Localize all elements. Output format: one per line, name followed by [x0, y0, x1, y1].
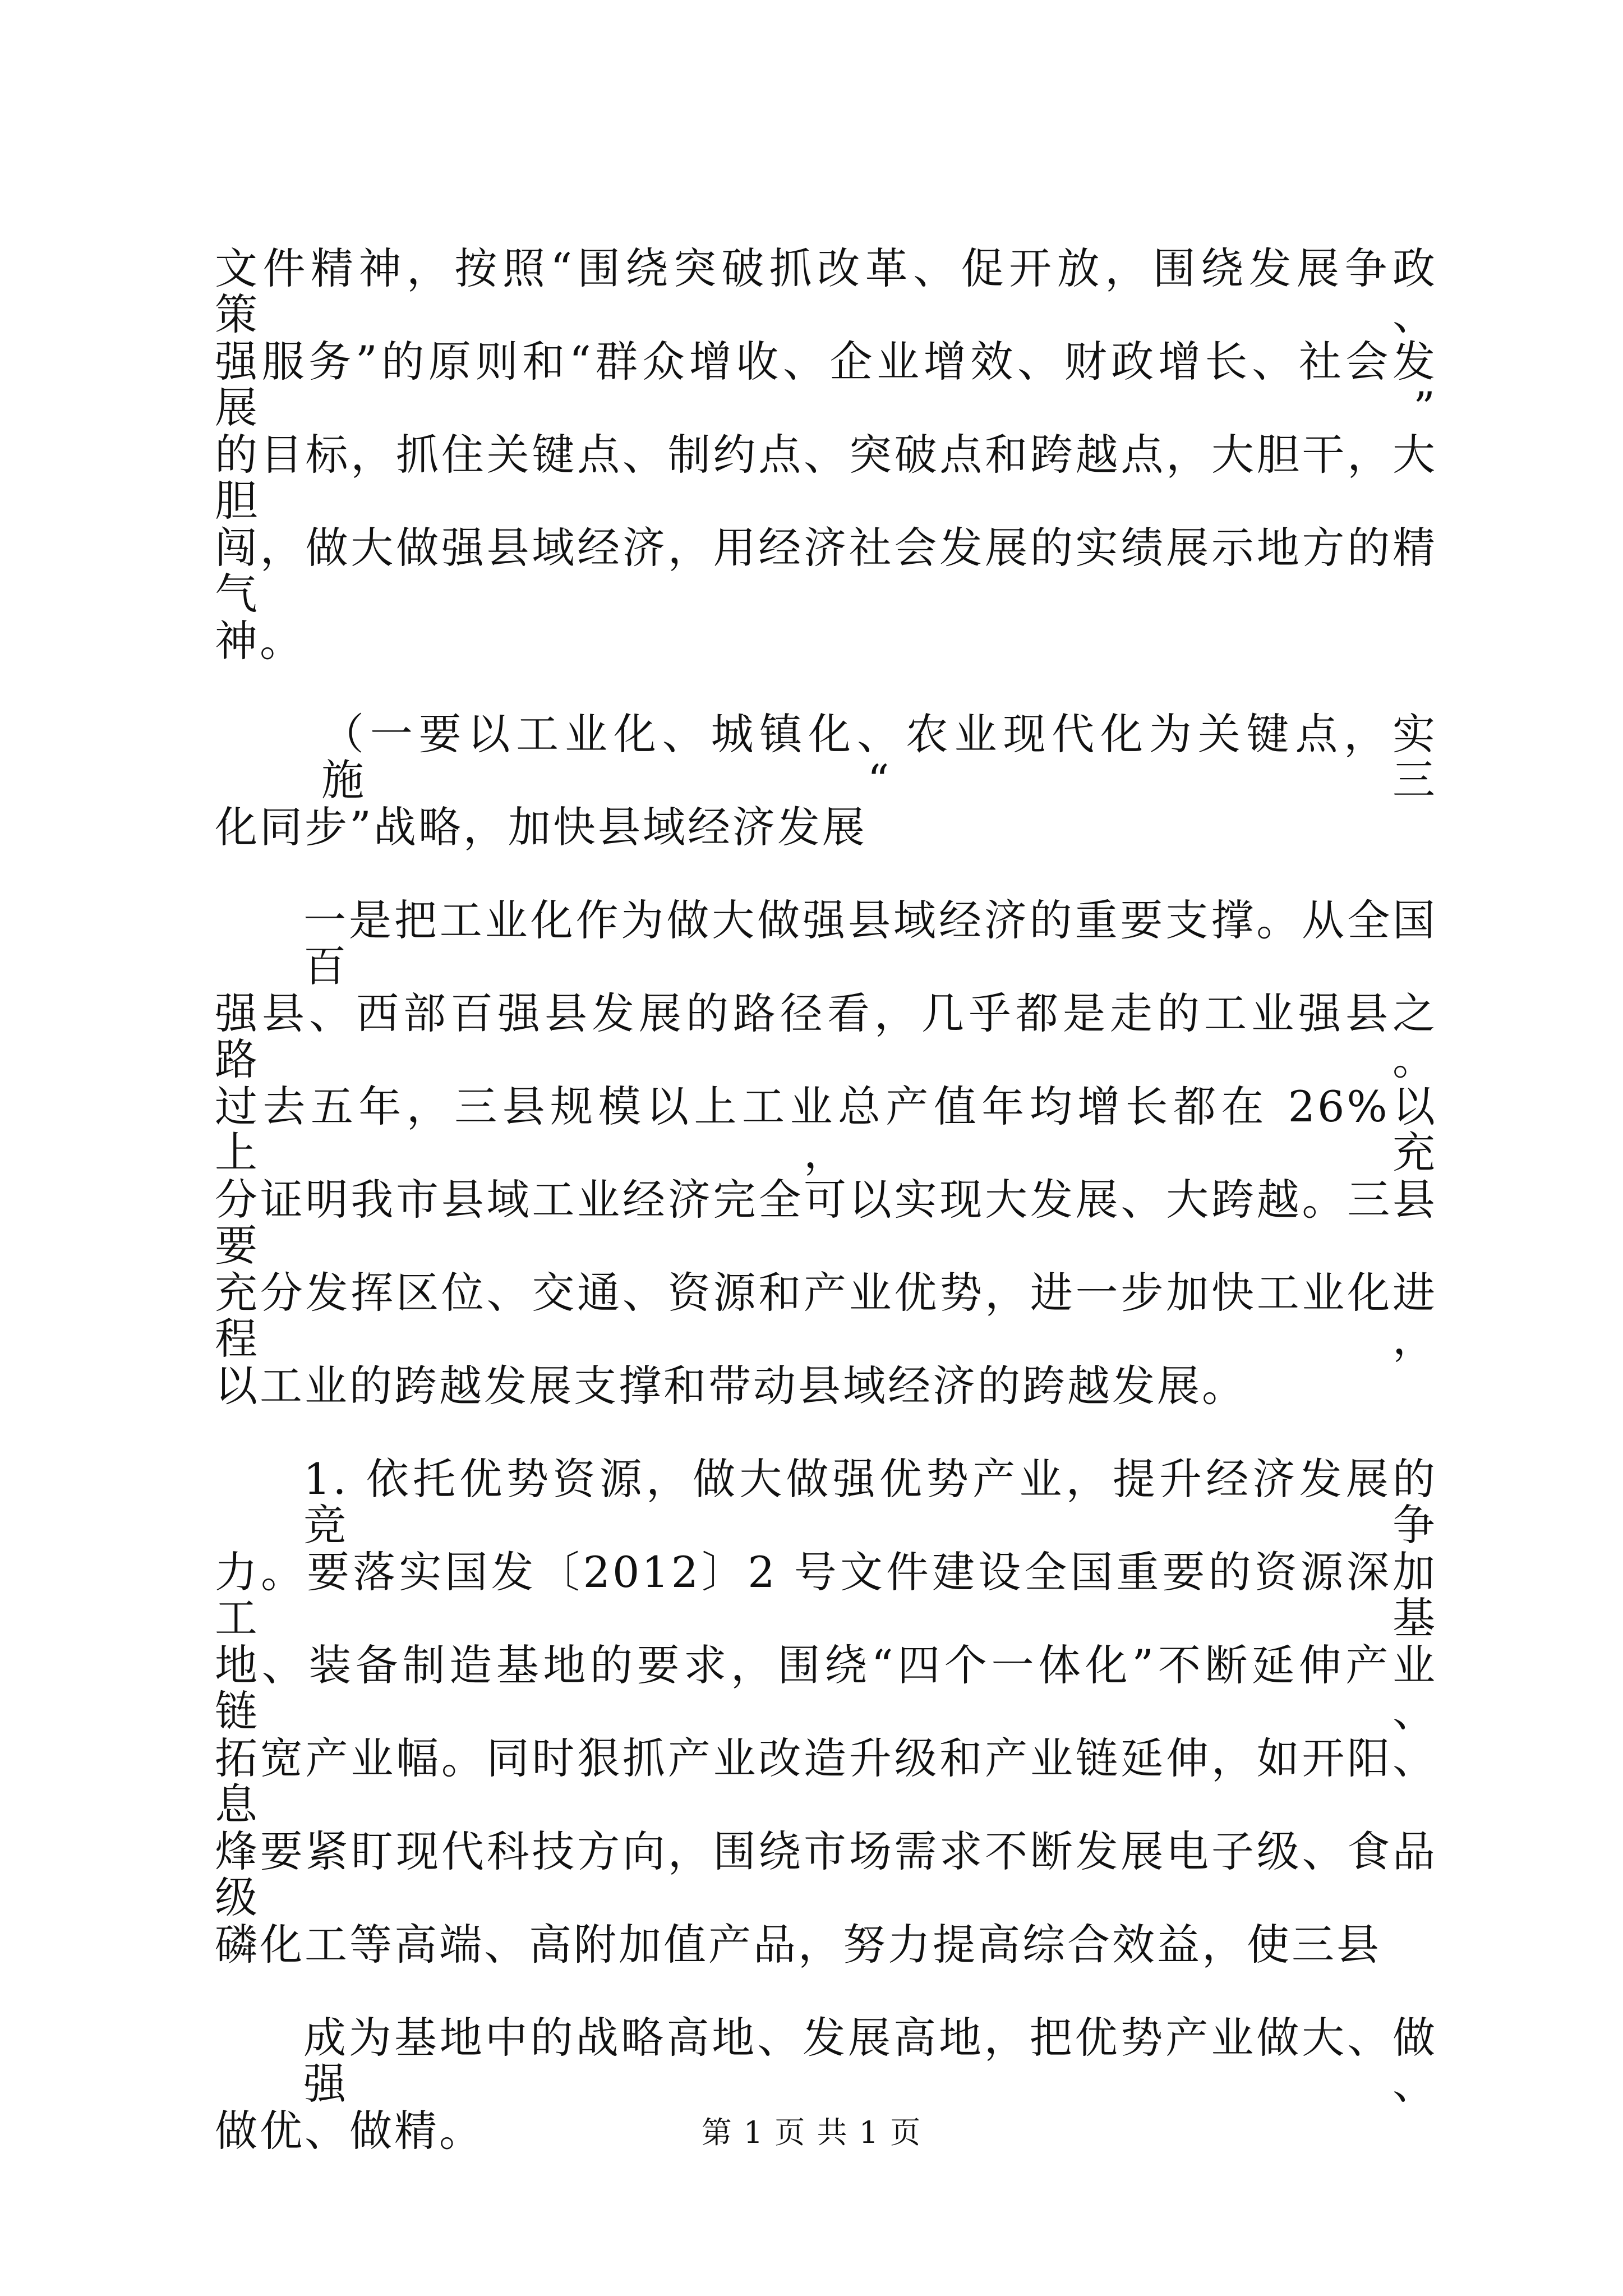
page-footer: 第 1 页 共 1 页: [701, 2115, 922, 2150]
text-line: 烽要紧盯现代科技方向，围绕市场需求不断发展电子级、食品级: [215, 1826, 1437, 1922]
body-text: [215, 243, 1437, 2201]
section-heading-line: （一要以工业化、城镇化、农业现代化为关键点，实施“三: [321, 709, 1437, 805]
text-line: 强服务”的原则和“群众增收、企业增效、财政增长、社会发展”: [215, 337, 1437, 432]
text-line: 神。: [215, 616, 305, 666]
text-line: 文件精神，按照“围绕突破抓改革、促开放，围绕发展争政策、: [215, 243, 1437, 339]
text-line: 磷化工等高端、高附加值产品，努力提高综合效益，使三县: [215, 1920, 1381, 1970]
text-line: 分证明我市县域工业经济完全可以实现大发展、大跨越。三县要: [215, 1175, 1437, 1271]
text-line: 过去五年，三县规模以上工业总产值年均增长都在 26%以上，充: [215, 1082, 1437, 1177]
text-line: 力。要落实国发〔2012〕2 号文件建设全国重要的资源深加工基: [215, 1547, 1437, 1643]
text-line: 强县、西部百强县发展的路径看，几乎都是走的工业强县之路。: [215, 988, 1437, 1084]
text-line: 拓宽产业幅。同时狠抓产业改造升级和产业链延伸，如开阳、息: [215, 1733, 1437, 1829]
text-line: 地、装备制造基地的要求，围绕“四个一体化”不断延伸产业链、: [215, 1640, 1437, 1736]
text-line: 以工业的跨越发展支撑和带动县域经济的跨越发展。: [215, 1361, 1247, 1411]
text-line: 1. 依托优势资源，做大做强优势产业，提升经济发展的竞争: [303, 1454, 1437, 1550]
text-line: 充分发挥区位、交通、资源和产业优势，进一步加快工业化进程，: [215, 1268, 1437, 1364]
text-line: 一是把工业化作为做大做强县域经济的重要支撑。从全国百: [303, 895, 1437, 991]
text-line: 成为基地中的战略高地、发展高地，把优势产业做大、做强、: [303, 2013, 1437, 2109]
text-line: 的目标，抓住关键点、制约点、突破点和跨越点，大胆干，大胆: [215, 430, 1437, 526]
text-line: 闯，做大做强县域经济，用经济社会发展的实绩展示地方的精气: [215, 523, 1437, 619]
section-heading-line: 化同步”战略，加快县域经济发展: [215, 802, 867, 852]
text-line: 做优、做精。: [215, 2106, 484, 2156]
